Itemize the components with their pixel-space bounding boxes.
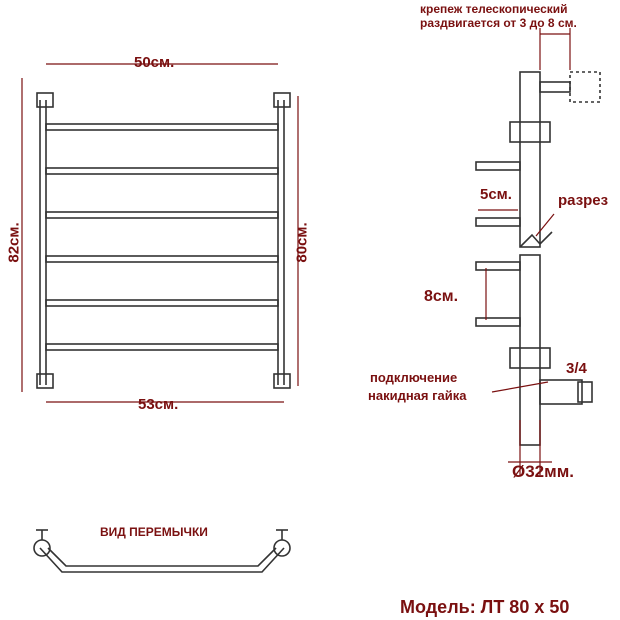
telescopic-extend-label: раздвигается от 3 до 8 см. [420,16,577,30]
offset-5cm-label: 5см. [480,186,512,203]
width-bottom-label: 53см. [138,396,179,413]
connection-label: подключение [370,370,458,385]
bridge-view-label: ВИД ПЕРЕМЫЧКИ [100,525,208,539]
section-label: разрез [558,192,609,209]
thread-size-label: 3/4 [566,360,587,377]
spacing-8cm-label: 8см. [424,288,459,305]
height-right-label: 80см. [293,222,311,263]
union-nut-label: накидная гайка [368,388,467,403]
diameter-label: Ø32мм. [512,462,575,481]
crossbars [46,124,278,350]
width-top-label: 50см. [134,54,175,71]
telescopic-mount-label: крепеж телескопический [420,2,568,16]
model-label: Модель: ЛТ 80 х 50 [400,597,570,617]
height-left-label: 82см. [5,222,23,263]
